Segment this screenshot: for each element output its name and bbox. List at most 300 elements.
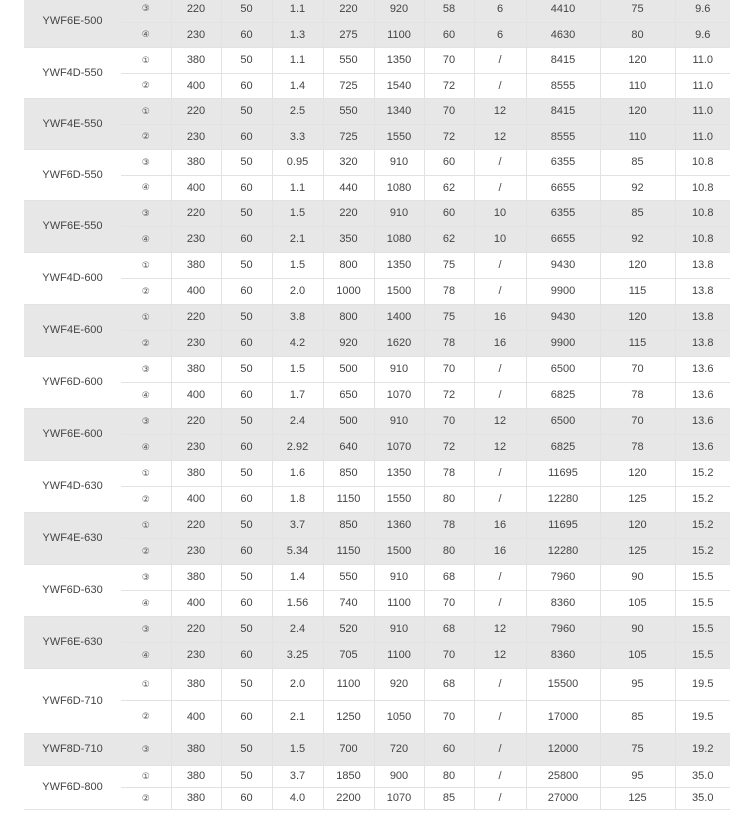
airflow-cell: 9900 — [526, 278, 600, 304]
pressure-cell: 75 — [600, 733, 675, 765]
power-cell: 850 — [323, 460, 374, 486]
power-cell: 500 — [323, 408, 374, 434]
power-cell: 550 — [323, 98, 374, 124]
current-cell: 3.8 — [272, 304, 323, 330]
table-row — [24, 434, 730, 460]
pressure-cell: 120 — [600, 512, 675, 538]
capacitor-cell: / — [474, 733, 526, 765]
table-row — [24, 252, 730, 278]
current-cell: 1.6 — [272, 460, 323, 486]
current-cell: 2.1 — [272, 700, 323, 733]
weight-cell: 15.5 — [675, 564, 730, 590]
pressure-cell: 125 — [600, 486, 675, 512]
speed-cell: 720 — [374, 733, 424, 765]
power-cell: 705 — [323, 642, 374, 668]
speed-cell: 1540 — [374, 73, 424, 98]
noise-cell: 70 — [424, 47, 474, 73]
frequency-cell: 50 — [221, 765, 272, 787]
airflow-cell: 6655 — [526, 226, 600, 252]
power-cell: 440 — [323, 175, 374, 200]
weight-cell: 13.8 — [675, 252, 730, 278]
weight-cell: 13.8 — [675, 278, 730, 304]
frequency-cell: 50 — [221, 47, 272, 73]
speed-cell: 1500 — [374, 538, 424, 564]
voltage-cell: 230 — [171, 226, 221, 252]
pressure-cell: 85 — [600, 200, 675, 226]
voltage-cell: 220 — [171, 616, 221, 642]
airflow-cell: 11695 — [526, 512, 600, 538]
power-cell: 740 — [323, 590, 374, 616]
table-row — [24, 668, 730, 700]
current-cell: 3.7 — [272, 765, 323, 787]
circle-marker-cell: ③ — [121, 733, 171, 765]
power-cell: 920 — [323, 330, 374, 356]
weight-cell: 10.8 — [675, 175, 730, 200]
voltage-cell: 220 — [171, 98, 221, 124]
power-cell: 275 — [323, 22, 374, 47]
airflow-cell: 8360 — [526, 590, 600, 616]
frequency-cell: 60 — [221, 434, 272, 460]
table-row — [24, 382, 730, 408]
noise-cell: 78 — [424, 330, 474, 356]
current-cell: 0.95 — [272, 149, 323, 175]
speed-cell: 1070 — [374, 434, 424, 460]
weight-cell: 13.6 — [675, 434, 730, 460]
frequency-cell: 60 — [221, 538, 272, 564]
power-cell: 725 — [323, 73, 374, 98]
weight-cell: 15.2 — [675, 460, 730, 486]
circle-marker-cell: ④ — [121, 226, 171, 252]
frequency-cell: 50 — [221, 304, 272, 330]
capacitor-cell: 12 — [474, 642, 526, 668]
airflow-cell: 9430 — [526, 252, 600, 278]
capacitor-cell: 10 — [474, 226, 526, 252]
circle-marker-cell: ② — [121, 486, 171, 512]
current-cell: 2.0 — [272, 668, 323, 700]
capacitor-cell: 6 — [474, 0, 526, 22]
noise-cell: 72 — [424, 382, 474, 408]
frequency-cell: 50 — [221, 98, 272, 124]
pressure-cell: 78 — [600, 434, 675, 460]
table-row — [24, 47, 730, 73]
airflow-cell: 6500 — [526, 408, 600, 434]
circle-marker-cell: ③ — [121, 356, 171, 382]
table-row — [24, 330, 730, 356]
model-cell: YWF4E-630 — [24, 512, 121, 564]
table-row — [24, 98, 730, 124]
voltage-cell: 220 — [171, 304, 221, 330]
circle-marker-cell: ④ — [121, 382, 171, 408]
circle-marker-cell: ② — [121, 330, 171, 356]
voltage-cell: 380 — [171, 733, 221, 765]
circle-marker-cell: ④ — [121, 434, 171, 460]
airflow-cell: 6655 — [526, 175, 600, 200]
capacitor-cell: / — [474, 765, 526, 787]
voltage-cell: 400 — [171, 700, 221, 733]
current-cell: 5.34 — [272, 538, 323, 564]
current-cell: 2.92 — [272, 434, 323, 460]
table-row — [24, 590, 730, 616]
noise-cell: 78 — [424, 278, 474, 304]
capacitor-cell: / — [474, 47, 526, 73]
speed-cell: 1500 — [374, 278, 424, 304]
table-row — [24, 226, 730, 252]
speed-cell: 910 — [374, 616, 424, 642]
frequency-cell: 50 — [221, 0, 272, 22]
pressure-cell: 105 — [600, 590, 675, 616]
power-cell: 1000 — [323, 278, 374, 304]
airflow-cell: 9900 — [526, 330, 600, 356]
model-cell: YWF6D-630 — [24, 564, 121, 616]
power-cell: 550 — [323, 47, 374, 73]
frequency-cell: 60 — [221, 486, 272, 512]
table-row — [24, 512, 730, 538]
voltage-cell: 400 — [171, 382, 221, 408]
model-cell: YWF4D-600 — [24, 252, 121, 304]
table-row — [24, 733, 730, 765]
model-cell: YWF8D-710 — [24, 733, 121, 765]
table-row — [24, 175, 730, 200]
power-cell: 550 — [323, 564, 374, 590]
power-cell: 500 — [323, 356, 374, 382]
noise-cell: 70 — [424, 356, 474, 382]
current-cell: 2.4 — [272, 408, 323, 434]
frequency-cell: 60 — [221, 642, 272, 668]
speed-cell: 1080 — [374, 175, 424, 200]
weight-cell: 11.0 — [675, 124, 730, 149]
weight-cell: 15.2 — [675, 486, 730, 512]
table-body — [24, 0, 730, 809]
pressure-cell: 90 — [600, 564, 675, 590]
noise-cell: 72 — [424, 73, 474, 98]
speed-cell: 910 — [374, 564, 424, 590]
pressure-cell: 115 — [600, 278, 675, 304]
noise-cell: 60 — [424, 22, 474, 47]
current-cell: 4.0 — [272, 787, 323, 809]
frequency-cell: 60 — [221, 590, 272, 616]
pressure-cell: 95 — [600, 668, 675, 700]
current-cell: 1.1 — [272, 175, 323, 200]
speed-cell: 910 — [374, 149, 424, 175]
current-cell: 1.56 — [272, 590, 323, 616]
airflow-cell: 4410 — [526, 0, 600, 22]
model-cell: YWF6D-710 — [24, 668, 121, 733]
current-cell: 1.1 — [272, 47, 323, 73]
weight-cell: 10.8 — [675, 226, 730, 252]
power-cell: 800 — [323, 304, 374, 330]
weight-cell: 15.5 — [675, 590, 730, 616]
circle-marker-cell: ① — [121, 252, 171, 278]
weight-cell: 13.6 — [675, 356, 730, 382]
current-cell: 2.1 — [272, 226, 323, 252]
speed-cell: 910 — [374, 356, 424, 382]
capacitor-cell: 12 — [474, 98, 526, 124]
pressure-cell: 120 — [600, 98, 675, 124]
noise-cell: 72 — [424, 124, 474, 149]
capacitor-cell: / — [474, 73, 526, 98]
voltage-cell: 230 — [171, 124, 221, 149]
airflow-cell: 8415 — [526, 47, 600, 73]
current-cell: 1.5 — [272, 733, 323, 765]
voltage-cell: 400 — [171, 278, 221, 304]
voltage-cell: 230 — [171, 434, 221, 460]
weight-cell: 35.0 — [675, 765, 730, 787]
pressure-cell: 90 — [600, 616, 675, 642]
power-cell: 1150 — [323, 486, 374, 512]
circle-marker-cell: ① — [121, 304, 171, 330]
weight-cell: 15.5 — [675, 616, 730, 642]
capacitor-cell: / — [474, 175, 526, 200]
pressure-cell: 80 — [600, 22, 675, 47]
frequency-cell: 60 — [221, 22, 272, 47]
capacitor-cell: 12 — [474, 408, 526, 434]
current-cell: 1.3 — [272, 22, 323, 47]
frequency-cell: 60 — [221, 700, 272, 733]
pressure-cell: 115 — [600, 330, 675, 356]
speed-cell: 1080 — [374, 226, 424, 252]
current-cell: 1.7 — [272, 382, 323, 408]
table-row — [24, 22, 730, 47]
table-row — [24, 73, 730, 98]
frequency-cell: 60 — [221, 382, 272, 408]
airflow-cell: 7960 — [526, 616, 600, 642]
current-cell: 1.5 — [272, 200, 323, 226]
current-cell: 2.4 — [272, 616, 323, 642]
model-cell: YWF6D-800 — [24, 765, 121, 809]
airflow-cell: 27000 — [526, 787, 600, 809]
table-row — [24, 0, 730, 22]
frequency-cell: 50 — [221, 200, 272, 226]
table-row — [24, 486, 730, 512]
speed-cell: 920 — [374, 0, 424, 22]
weight-cell: 19.5 — [675, 700, 730, 733]
circle-marker-cell: ④ — [121, 590, 171, 616]
pressure-cell: 92 — [600, 175, 675, 200]
noise-cell: 70 — [424, 590, 474, 616]
weight-cell: 11.0 — [675, 47, 730, 73]
circle-marker-cell: ④ — [121, 175, 171, 200]
table-row — [24, 616, 730, 642]
table-row — [24, 278, 730, 304]
pressure-cell: 95 — [600, 765, 675, 787]
noise-cell: 70 — [424, 98, 474, 124]
weight-cell: 13.6 — [675, 382, 730, 408]
weight-cell: 10.8 — [675, 200, 730, 226]
noise-cell: 72 — [424, 434, 474, 460]
speed-cell: 1400 — [374, 304, 424, 330]
frequency-cell: 60 — [221, 278, 272, 304]
voltage-cell: 380 — [171, 668, 221, 700]
speed-cell: 1350 — [374, 460, 424, 486]
capacitor-cell: / — [474, 382, 526, 408]
capacitor-cell: / — [474, 356, 526, 382]
noise-cell: 78 — [424, 460, 474, 486]
speed-cell: 1100 — [374, 590, 424, 616]
table-row — [24, 149, 730, 175]
current-cell: 4.2 — [272, 330, 323, 356]
pressure-cell: 125 — [600, 787, 675, 809]
noise-cell: 58 — [424, 0, 474, 22]
noise-cell: 85 — [424, 787, 474, 809]
power-cell: 220 — [323, 200, 374, 226]
pressure-cell: 120 — [600, 460, 675, 486]
circle-marker-cell: ④ — [121, 642, 171, 668]
airflow-cell: 6825 — [526, 382, 600, 408]
power-cell: 220 — [323, 0, 374, 22]
model-cell: YWF6E-630 — [24, 616, 121, 668]
speed-cell: 910 — [374, 408, 424, 434]
power-cell: 1100 — [323, 668, 374, 700]
current-cell: 1.4 — [272, 564, 323, 590]
capacitor-cell: 12 — [474, 434, 526, 460]
speed-cell: 1550 — [374, 486, 424, 512]
table-row — [24, 564, 730, 590]
model-cell: YWF4E-550 — [24, 98, 121, 149]
airflow-cell: 9430 — [526, 304, 600, 330]
airflow-cell: 8360 — [526, 642, 600, 668]
airflow-cell: 6825 — [526, 434, 600, 460]
voltage-cell: 220 — [171, 512, 221, 538]
power-cell: 725 — [323, 124, 374, 149]
power-cell: 700 — [323, 733, 374, 765]
voltage-cell: 220 — [171, 408, 221, 434]
pressure-cell: 70 — [600, 408, 675, 434]
pressure-cell: 78 — [600, 382, 675, 408]
voltage-cell: 380 — [171, 47, 221, 73]
table-row — [24, 538, 730, 564]
speed-cell: 1050 — [374, 700, 424, 733]
voltage-cell: 400 — [171, 175, 221, 200]
pressure-cell: 85 — [600, 149, 675, 175]
capacitor-cell: / — [474, 590, 526, 616]
capacitor-cell: 12 — [474, 616, 526, 642]
circle-marker-cell: ② — [121, 787, 171, 809]
model-cell: YWF4D-550 — [24, 47, 121, 98]
model-cell: YWF4E-600 — [24, 304, 121, 356]
speed-cell: 910 — [374, 200, 424, 226]
voltage-cell: 220 — [171, 0, 221, 22]
speed-cell: 1360 — [374, 512, 424, 538]
power-cell: 850 — [323, 512, 374, 538]
noise-cell: 60 — [424, 200, 474, 226]
capacitor-cell: / — [474, 278, 526, 304]
airflow-cell: 12280 — [526, 486, 600, 512]
capacitor-cell: / — [474, 787, 526, 809]
circle-marker-cell: ② — [121, 73, 171, 98]
airflow-cell: 6500 — [526, 356, 600, 382]
weight-cell: 10.8 — [675, 149, 730, 175]
frequency-cell: 50 — [221, 149, 272, 175]
pressure-cell: 75 — [600, 0, 675, 22]
noise-cell: 75 — [424, 252, 474, 278]
airflow-cell: 8555 — [526, 73, 600, 98]
circle-marker-cell: ③ — [121, 616, 171, 642]
pressure-cell: 125 — [600, 538, 675, 564]
noise-cell: 75 — [424, 304, 474, 330]
voltage-cell: 230 — [171, 22, 221, 47]
noise-cell: 70 — [424, 700, 474, 733]
circle-marker-cell: ② — [121, 538, 171, 564]
airflow-cell: 11695 — [526, 460, 600, 486]
capacitor-cell: 6 — [474, 22, 526, 47]
noise-cell: 68 — [424, 668, 474, 700]
circle-marker-cell: ③ — [121, 564, 171, 590]
weight-cell: 19.2 — [675, 733, 730, 765]
capacitor-cell: 12 — [474, 124, 526, 149]
noise-cell: 68 — [424, 564, 474, 590]
airflow-cell: 4630 — [526, 22, 600, 47]
speed-cell: 900 — [374, 765, 424, 787]
pressure-cell: 120 — [600, 304, 675, 330]
frequency-cell: 50 — [221, 252, 272, 278]
circle-marker-cell: ① — [121, 98, 171, 124]
speed-cell: 1100 — [374, 642, 424, 668]
noise-cell: 80 — [424, 486, 474, 512]
table-row — [24, 460, 730, 486]
power-cell: 1850 — [323, 765, 374, 787]
voltage-cell: 380 — [171, 460, 221, 486]
voltage-cell: 400 — [171, 73, 221, 98]
speed-cell: 1550 — [374, 124, 424, 149]
table-row — [24, 304, 730, 330]
pressure-cell: 105 — [600, 642, 675, 668]
current-cell: 1.1 — [272, 0, 323, 22]
circle-marker-cell: ① — [121, 512, 171, 538]
speed-cell: 1070 — [374, 382, 424, 408]
frequency-cell: 50 — [221, 356, 272, 382]
pressure-cell: 70 — [600, 356, 675, 382]
noise-cell: 60 — [424, 149, 474, 175]
airflow-cell: 6355 — [526, 149, 600, 175]
weight-cell: 11.0 — [675, 98, 730, 124]
airflow-cell: 15500 — [526, 668, 600, 700]
frequency-cell: 50 — [221, 668, 272, 700]
airflow-cell: 12280 — [526, 538, 600, 564]
voltage-cell: 230 — [171, 642, 221, 668]
table-row — [24, 408, 730, 434]
table-row — [24, 200, 730, 226]
airflow-cell: 8415 — [526, 98, 600, 124]
speed-cell: 1350 — [374, 252, 424, 278]
voltage-cell: 400 — [171, 590, 221, 616]
capacitor-cell: / — [474, 486, 526, 512]
weight-cell: 13.8 — [675, 304, 730, 330]
speed-cell: 1350 — [374, 47, 424, 73]
airflow-cell: 6355 — [526, 200, 600, 226]
circle-marker-cell: ② — [121, 700, 171, 733]
voltage-cell: 380 — [171, 149, 221, 175]
model-cell: YWF4D-630 — [24, 460, 121, 512]
weight-cell: 15.5 — [675, 642, 730, 668]
weight-cell: 11.0 — [675, 73, 730, 98]
capacitor-cell: / — [474, 668, 526, 700]
power-cell: 350 — [323, 226, 374, 252]
circle-marker-cell: ① — [121, 765, 171, 787]
noise-cell: 62 — [424, 226, 474, 252]
circle-marker-cell: ③ — [121, 149, 171, 175]
capacitor-cell: 10 — [474, 200, 526, 226]
capacitor-cell: / — [474, 149, 526, 175]
capacitor-cell: 16 — [474, 304, 526, 330]
noise-cell: 68 — [424, 616, 474, 642]
noise-cell: 70 — [424, 642, 474, 668]
model-cell: YWF6E-550 — [24, 200, 121, 252]
table-row — [24, 765, 730, 787]
frequency-cell: 60 — [221, 124, 272, 149]
voltage-cell: 220 — [171, 200, 221, 226]
frequency-cell: 60 — [221, 330, 272, 356]
frequency-cell: 50 — [221, 408, 272, 434]
